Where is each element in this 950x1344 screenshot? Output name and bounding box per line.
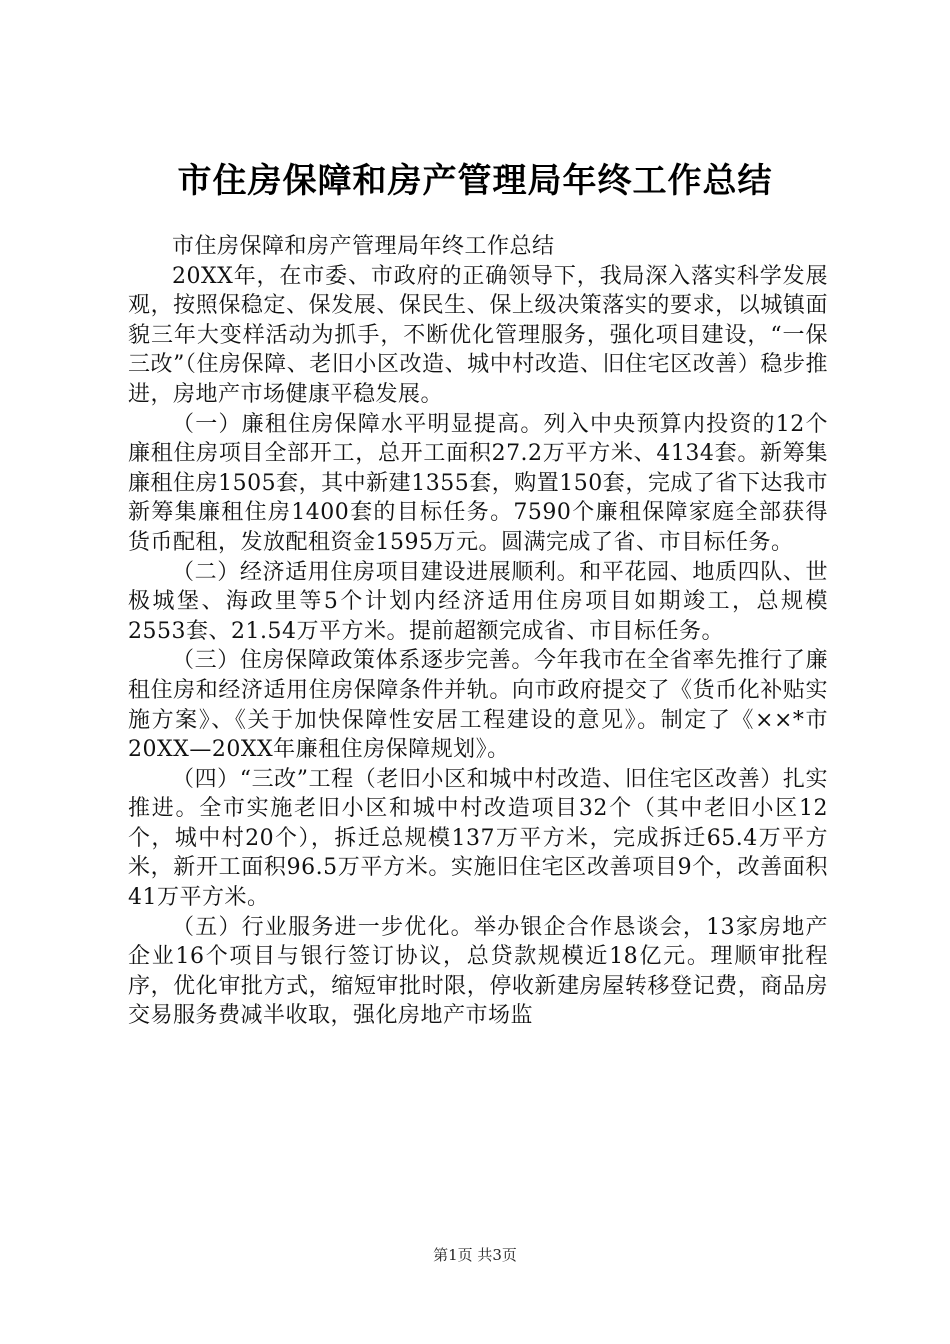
body-paragraph-subtitle: 市住房保障和房产管理局年终工作总结: [172, 234, 555, 259]
body-paragraph-section-1: （一）廉租住房保障水平明显提高。列入中央预算内投资的12个廉租住房项目全部开工，总开工面积27.2万平方米、4134套。新筹集廉租住房1505套，其中新建1355套，购置150套，完成了省下达我市新筹集廉租住房1400套的目标任务。7590个廉租保障家庭全部获得货币配租，发放配租资金1595万元。圆满完成了省、市目标任务。: [128, 411, 828, 555]
body-paragraph-section-4: （四）“三改”工程（老旧小区和城中村改造、旧住宅区改善）扎实推进。全市实施老旧小区和城中村改造项目32个（其中老旧小区12个，城中村20个），拆迁总规模137万平方米，完成拆迁65.4万平方米，新开工面积96.5万平方米。实施旧住宅区改善项目9个，改善面积41万平方米。: [128, 766, 828, 911]
document-title: 市住房保障和房产管理局年终工作总结: [177, 161, 773, 201]
body-paragraph-section-2: （二）经济适用住房项目建设进展顺利。和平花园、地质四队、世极城堡、海政里等5个计划内经济适用住房项目如期竣工，总规模2553套、21.54万平方米。提前超额完成省、市目标任务。: [128, 559, 828, 644]
body-paragraph-section-3: （三）住房保障政策体系逐步完善。今年我市在全省率先推行了廉租住房和经济适用住房保障条件并轨。向市政府提交了《货币化补贴实施方案》、《关于加快保障性安居工程建设的意见》。制定了《××*市20XX—20XX年廉租住房保障规划》。: [128, 648, 828, 763]
page-number-footer: 第1页 共3页: [433, 1246, 517, 1264]
body-paragraph-section-5: （五）行业服务进一步优化。举办银企合作恳谈会，13家房地产企业16个项目与银行签订协议，总贷款规模近18亿元。理顺审批程序，优化审批方式，缩短审批时限，停收新建房屋转移登记费，商品房交易服务费减半收取，强化房地产市场监: [128, 914, 828, 1029]
body-paragraph-intro: 20XX年，在市委、市政府的正确领导下，我局深入落实科学发展观，按照保稳定、保发展、保民生、保上级决策落实的要求，以城镇面貌三年大变样活动为抓手，不断优化管理服务，强化项目建设，“一保三改”（住房保障、老旧小区改造、城中村改造、旧住宅区改善）稳步推进，房地产市场健康平稳发展。: [128, 263, 828, 407]
document-body: [128, 232, 828, 1031]
